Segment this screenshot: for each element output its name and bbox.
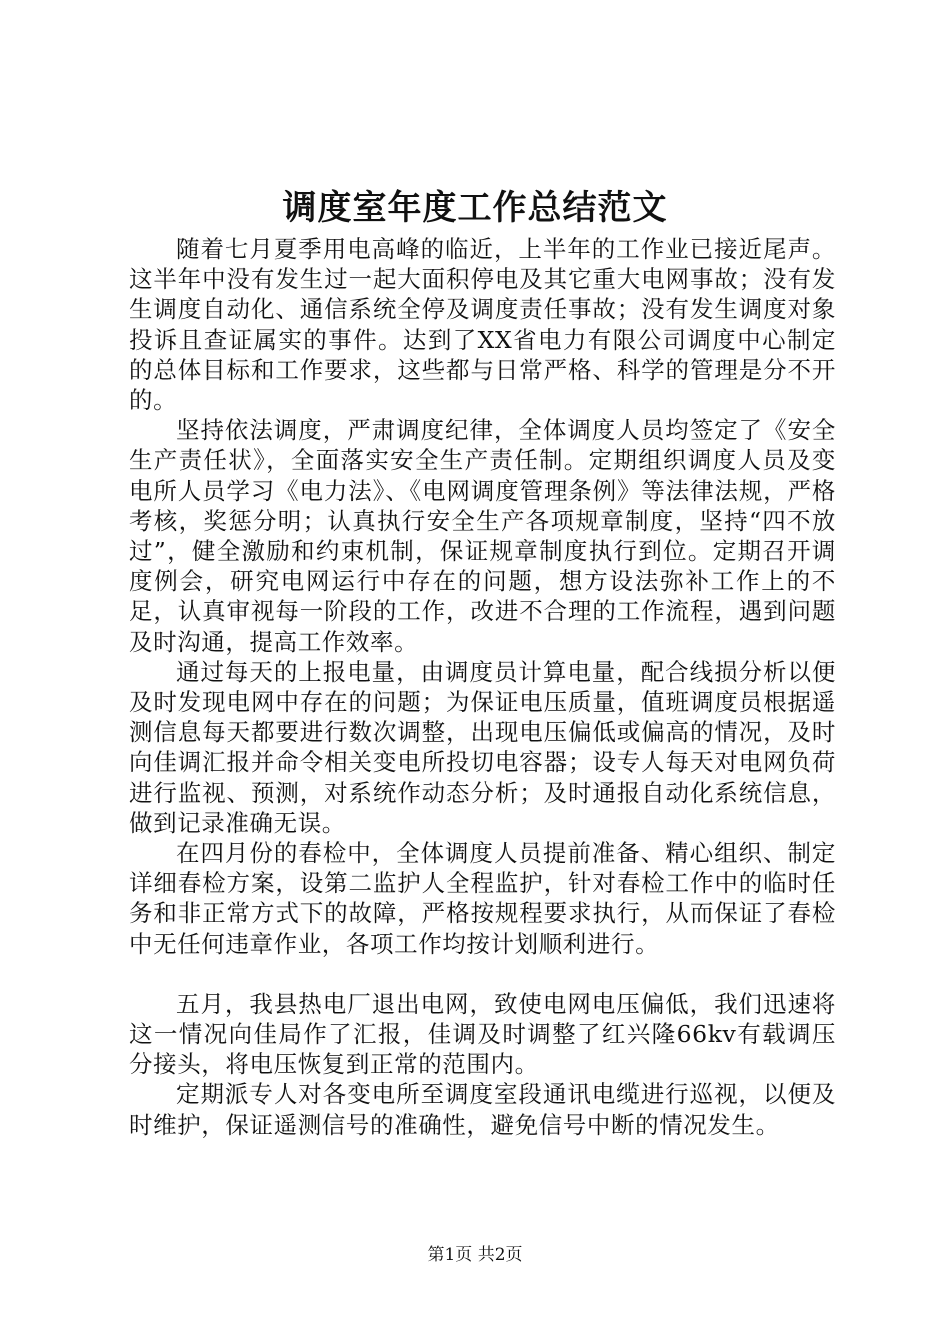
paragraph-6: 定期派专人对各变电所至调度室段通讯电缆进行巡视，以便及时维护，保证遥测信号的准确性，避免信号中断的情况发生。 [129,1080,836,1139]
paragraph-5: 五月，我县热电厂退出电网，致使电网电压偏低，我们迅速将这一情况向佳局作了汇报，佳调及时调整了红兴隆66kv有载调压分接头，将电压恢复到正常的范围内。 [129,989,836,1079]
page-footer: 第1页 共2页 [427,1245,523,1265]
paragraph-1: 随着七月夏季用电高峰的临近，上半年的工作业已接近尾声。这半年中没有发生过一起大面积停电及其它重大电网事故；没有发生调度自动化、通信系统全停及调度责任事故；没有发生调度对象投诉且查证属实的事件。达到了XX省电力有限公司调度中心制定的总体目标和工作要求，这些都与日常严格、科学的管理是分不开的。 [129,235,836,415]
paragraph-2: 坚持依法调度，严肃调度纪律，全体调度人员均签定了《安全生产责任状》，全面落实安全生产责任制。定期组织调度人员及变电所人员学习《电力法》、《电网调度管理条例》等法律法规，严格考核，奖惩分明；认真执行安全生产各项规章制度，坚持“四不放过”，健全激励和约束机制，保证规章制度执行到位。定期召开调度例会，研究电网运行中存在的问题，想方设法弥补工作上的不足，认真审视每一阶段的工作，改进不合理的工作流程，遇到问题及时沟通，提高工作效率。 [129,416,836,656]
paragraph-3: 通过每天的上报电量，由调度员计算电量，配合线损分析以便及时发现电网中存在的问题；为保证电压质量，值班调度员根据遥测信息每天都要进行数次调整，出现电压偏低或偏高的情况，及时向佳调汇报并命令相关变电所投切电容器；设专人每天对电网负荷进行监视、预测，对系统作动态分析；及时通报自动化系统信息，做到记录准确无误。 [129,657,836,837]
paragraph-4: 在四月份的春检中，全体调度人员提前准备、精心组织、制定详细春检方案，设第二监护人全程监护，针对春检工作中的临时任务和非正常方式下的故障，严格按规程要求执行，从而保证了春检中无任何违章作业，各项工作均按计划顺利进行。 [129,839,836,958]
document-title: 调度室年度工作总结范文 [282,188,668,228]
document-body [129,234,836,1140]
